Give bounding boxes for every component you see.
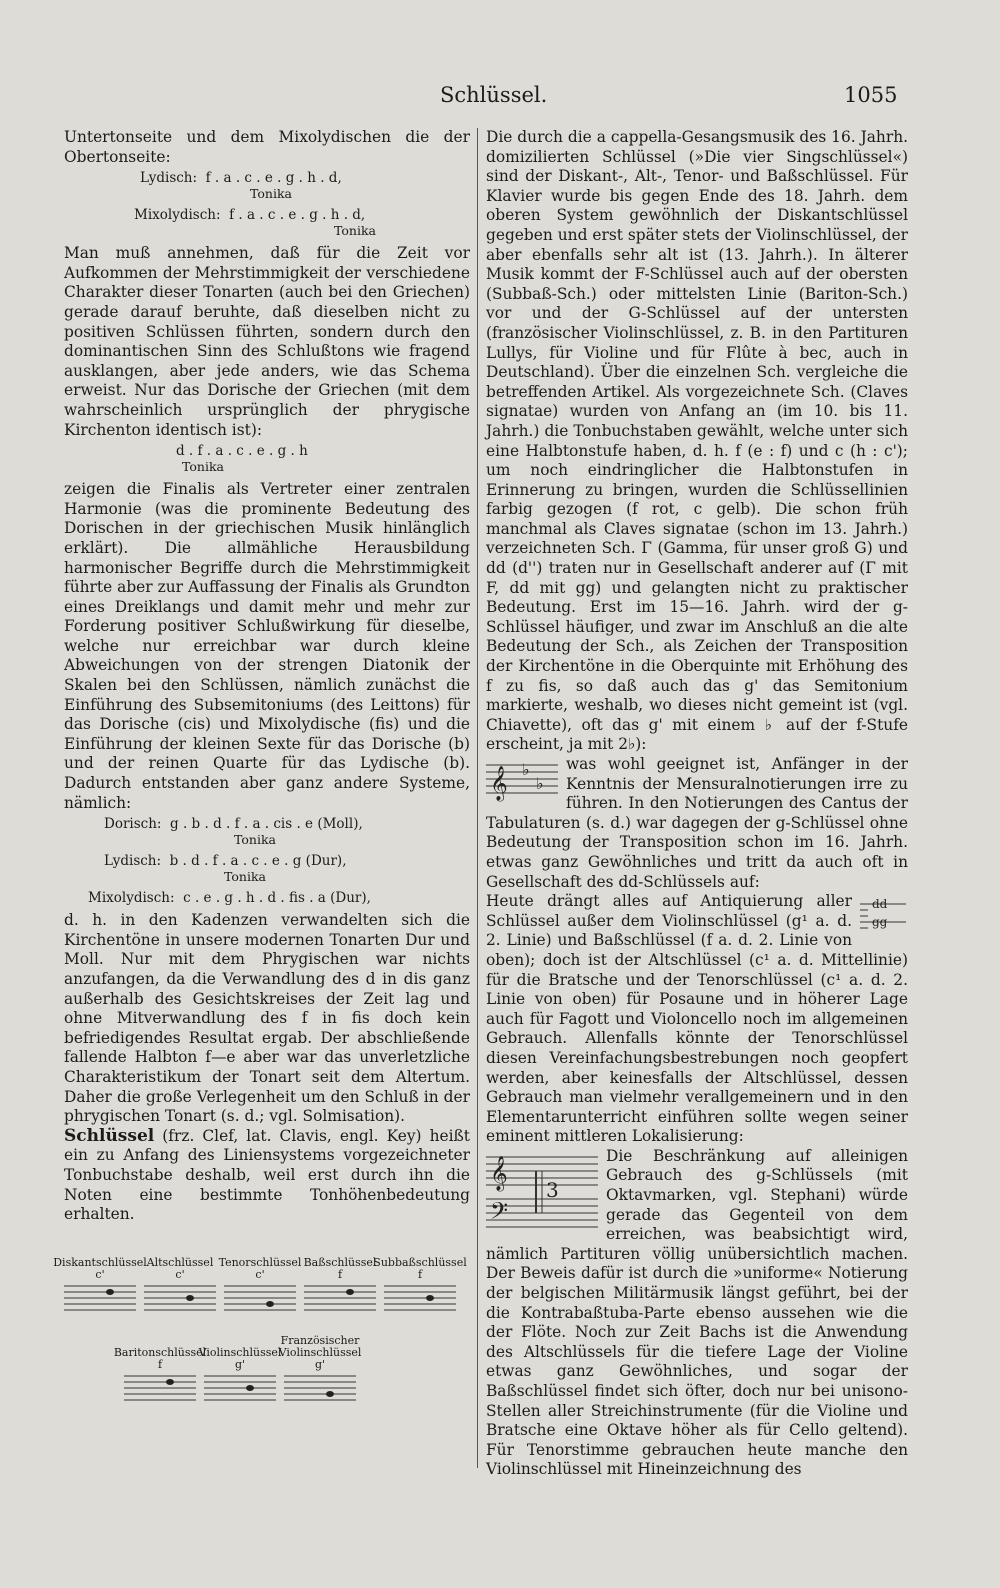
- clef-note: c': [95, 1267, 105, 1281]
- scheme-line: Lydisch: b . d . f . a . c . e . g (Dur),: [104, 853, 347, 870]
- lemma-schluessel: Schlüssel: [64, 1125, 155, 1146]
- note-head: [426, 1295, 434, 1301]
- clef-staff: [144, 1281, 216, 1315]
- note-head: [106, 1289, 114, 1295]
- clef-name: Baritonschlüssel: [113, 1345, 207, 1359]
- clef-note: c': [255, 1267, 265, 1281]
- clef-note: g': [314, 1357, 326, 1371]
- right-column: [486, 128, 908, 1480]
- staff-graphic: [486, 757, 558, 803]
- clef-name: Diskantschlüssel: [53, 1255, 147, 1269]
- svg-text:𝄞: 𝄞: [490, 1155, 508, 1191]
- clef-note: f: [157, 1357, 163, 1371]
- clef-row-1: [53, 1229, 470, 1315]
- tonika-label: Tonika: [250, 186, 292, 202]
- tonika-label: Tonika: [182, 459, 224, 475]
- paragraph: Die durch die a cappella-Gesangsmusik des 16. Jahrh. domizilierten Schlüssel (»Die vier Singschlüssel«) sind der Diskant-, Alt-, Tenor- und Baßschlüssel. Für Klavier wurde bis gegen Ende des 18. Jahrh. dem oberen System gewöhnlich der Diskantschlüssel gegeben und erst später stets der Violinschlüssel, der aber ebenfalls sehr alt ist (13. Jahrh.). In älterer Musik kommt der F-Schlüssel auch auf der obersten (Subbaß-Sch.) oder mittelsten Linie (Bariton-Sch.) vor und der G-Schlüssel auf der untersten (französischer Violinschlüssel, z. B. in den Partituren Lullys, für Violine und für Flûte à bec, auch in Deutschland). Über die einzelnen Sch. vergleiche die betreffenden Artikel. Als vorgezeichnete Sch. (Claves signatae) wurden von Anfang an (im 10. bis 11. Jahrh.) die Tonbuchstaben gewählt, welche unter sich eine Halbtonstufe haben, d. h. f (e : f) und c (h : c'); um noch eindringlicher die Halbtonstufen in Erinnerung zu bringen, wurden die Schlüssellinien farbig gezogen (f rot, c gelb). Die schon früh manchmal als Claves signatae (schon im 13. Jahrh.) verzeichneten Sch. Γ (Gamma, für unser groß G) und dd (d'') traten nur in Gesellschaft anderer auf (Γ mit F, dd mit gg) und gelangten nicht zu praktischer Bedeutung. Erst im 15—16. Jahrh. wird der g-Schlüssel häufiger, und zwar im Anschluß an die alte Bedeutung der Sch., als Zeichen der Transposition der Kirchentöne in die Oberquinte mit Erhöhung des f zu fis, so daß auch das g' das Semitonium markierte, weshalb, wo dieses nicht gemeint ist (vgl. Chiavette), oft das g' mit einem ♭ auf der f-Stufe erscheint, ja mit 2♭):: [486, 128, 908, 754]
- clef-example: [304, 1229, 376, 1315]
- note-head: [346, 1289, 354, 1295]
- clef-staff: [124, 1371, 196, 1405]
- clef-name: Altschlüssel: [146, 1255, 214, 1269]
- scheme-dorisch: [104, 816, 470, 848]
- left-column: [53, 128, 470, 1405]
- paragraph: Untertonseite und dem Mixolydischen die der Obertonseite:: [64, 128, 470, 166]
- clef-name: Baßschlüssel: [303, 1255, 377, 1269]
- two-flat-staff: [486, 757, 558, 809]
- paragraph: zeigen die Finalis als Vertreter einer zentralen Harmonie (was die prominente Bedeutung des Dorischen in der griechischen Musik hinlänglich erklärt). Die allmähliche Herausbildung harmonischer Begriffe durch die Mehrstimmigkeit führte aber zur Auffassung der Finalis als Grundton eines Dreiklangs und damit mehr und mehr zur Forderung positiver Schlußwirkung für dieselbe, welche nur erreichbar war durch kleine Abweichungen von der strengen Diatonik der Skalen bei den Schlüssen, nämlich zunächst die Einführung des Subsemitoniums (des Leittons) für das Dorische (cis) und Mixolydische (fis) und die Einführung der kleinen Sexte für das Dorische (b) und der reinen Quarte für das Lydische (b). Dadurch entstanden aber ganz andere Systeme, nämlich:: [64, 480, 470, 812]
- paragraph: Die Beschränkung auf alleinigen Gebrauch des g-Schlüssels (mit Oktavmarken, vgl. Stephani) würde gerade das Gegenteil von dem erreichen, was beabsichtigt wird, nämlich Partituren völlig unübersichtlich machen. Der Beweis dafür ist durch die »uniforme« Notierung der belgischen Militärmusik längst geführt, bei der die Kontrabaßtuba-Parte ebenso aussehen wie die der Flöte. Noch zur Zeit Bachs ist die Anwendung des Altschlüssels für die tiefere Lage der Violine etwas ganz Gewöhnliches, und sogar der Baßschlüssel findet sich öfter, doch nur bei unisono-Stellen aller Streichinstrumente (für die Violine und Bratsche eine Oktave höher als für Cello geltend). Für Tenorstimme gebrauchen heute manche den Violinschlüssel mit Hineinzeichnung des: [486, 1146, 908, 1479]
- dd-label: dd: [872, 897, 888, 912]
- tonika-label: Tonika: [224, 869, 266, 885]
- note-head: [266, 1301, 274, 1307]
- dd-gg-graphic: [858, 894, 908, 934]
- running-head-title: Schlüssel.: [440, 83, 548, 107]
- clef-staff: [384, 1281, 456, 1315]
- paragraph-schluessel: [64, 1127, 470, 1225]
- clef-note: f: [337, 1267, 343, 1281]
- scheme-lydisch: [140, 170, 470, 202]
- paragraph: Man muß annehmen, daß für die Zeit vor Aufkommen der Mehrstimmigkeit der verschiedene Charakter dieser Tonarten (auch bei den Griechen) gerade darauf beruhte, daß dieselben nicht zu positiven Schlüssen führten, sondern durch den dominantischen Sinn des Schlußtons wie fragend ausklangen, aber jede anders, wie das Schema erweist. Nur das Dorische der Griechen (mit dem wahrscheinlich ursprünglich der phrygische Kirchenton identisch ist):: [64, 244, 470, 439]
- svg-text:𝄞: 𝄞: [490, 766, 508, 801]
- clef-staff: [224, 1281, 296, 1315]
- page-number: 1055: [844, 83, 898, 107]
- scheme-line: Dorisch: g . b . d . f . a . cis . e (Moll),: [104, 816, 363, 833]
- clef-example: [373, 1229, 467, 1315]
- paragraph: was wohl geeignet ist, Anfänger in der Kenntnis der Mensuralnotierungen irre zu führen. In den Notierungen des Cantus der Tabulaturen (s. d.) war dagegen der g-Schlüssel ohne Bedeutung der Transposition schon im 16. Jahrh. etwas ganz Gewöhnliches und tritt da auch oft in Gesellschaft des dd-Schlüssels auf:: [486, 755, 908, 891]
- staff-graphic: [486, 1149, 598, 1235]
- tonika-label: Tonika: [234, 832, 276, 848]
- clef-note: c': [175, 1267, 185, 1281]
- clef-staff: [64, 1281, 136, 1315]
- treble-bass-alto-staff: [486, 1149, 598, 1241]
- clef-example: [53, 1229, 147, 1315]
- paragraph: Heute drängt alles auf Antiquierung aller Schlüssel außer dem Violinschlüssel (g¹ a. d. 2. Linie) und Baßschlüssel (f a. d. 2. Linie von oben); doch ist der Altschlüssel (c¹ a. d. Mittellinie) für die Bratsche und der Tenorschlüssel (c¹ a. d. 2. Linie von oben) für Posaune und in höherer Lage auch für Fagott und Violoncello noch im allgemeinen Gebrauch. Allenfalls könnte der Tenorschlüssel diesen Vereinfachungsbestrebungen noch geopfert werden, aber keinesfalls der Altschlüssel, dessen Gebrauch man vielmehr verallgemeinern und in den Elementarunterricht einführen sollte wegen seiner eminent mittleren Lokalisierung:: [486, 892, 908, 1146]
- column-divider: [477, 128, 478, 1468]
- svg-text:𝄢: 𝄢: [490, 1196, 509, 1230]
- scheme-line: d . f . a . c . e . g . h: [176, 443, 308, 460]
- clef-example: [278, 1319, 362, 1405]
- clef-name: Tenorschlüssel: [218, 1255, 302, 1269]
- clef-name: Violinschlüssel: [198, 1345, 282, 1359]
- note-head: [326, 1391, 334, 1397]
- paragraph: d. h. in den Kadenzen verwandelten sich die Kirchentöne in unsere modernen Tonarten Dur und Moll. Nur mit dem Phrygischen war nichts anzufangen, da die Verwandlung des d in dis ganz außerhalb des Gesichtskreises der Zeit lag und ohne Mitverwandlung des f in fis doch kein befriedigendes Resultat ergab. Der abschließende fallende Halbton f—e aber war das unverletzliche Charakteristikum der Tonart seit dem Altertum. Daher die große Verlegenheit um den Schluß in der phrygischen Tonart (s. d.; vgl. Solmisation).: [64, 911, 470, 1126]
- scheme-mixolydisch: [134, 207, 470, 239]
- clef-name: Subbaßschlüssel: [373, 1255, 467, 1269]
- scheme-line: Mixolydisch: c . e . g . h . d . fis . a (Dur),: [88, 890, 371, 907]
- dd-gg-staff: [858, 894, 908, 940]
- note-head: [166, 1379, 174, 1385]
- lemma-definition: (frz. Clef, lat. Clavis, engl. Key) heißt ein zu Anfang des Liniensystems vorgezeichneter Tonbuchstabe deshalb, weil erst durch ihn die Noten eine bestimmte Tonhöhenbedeutung erhalten.: [64, 1126, 470, 1224]
- svg-text:♭: ♭: [522, 760, 530, 779]
- clef-staff: [204, 1371, 276, 1405]
- gg-label: gg: [872, 915, 888, 930]
- scheme-line: Mixolydisch: f . a . c . e . g . h . d,: [134, 207, 366, 224]
- scheme-dorisch-greek: [176, 443, 470, 475]
- note-head: [246, 1385, 254, 1391]
- clef-staff: [284, 1371, 356, 1405]
- clef-example: [113, 1319, 207, 1405]
- tonika-label: Tonika: [334, 223, 376, 239]
- scheme-lydisch-2: [104, 853, 470, 885]
- clef-note: f: [417, 1267, 423, 1281]
- scheme-line: Lydisch: f . a . c . e . g . h . d,: [140, 170, 342, 187]
- clef-staff: [304, 1281, 376, 1315]
- svg-text:3: 3: [546, 1177, 559, 1202]
- clef-note: g': [234, 1357, 246, 1371]
- clef-row-2: [113, 1319, 470, 1405]
- scheme-mixolydisch-2: [88, 890, 470, 906]
- note-head: [186, 1295, 194, 1301]
- clef-name: Französischer Violinschlüssel: [278, 1333, 362, 1359]
- clef-example: [218, 1229, 302, 1315]
- svg-text:♭: ♭: [536, 774, 544, 793]
- clef-example: [198, 1319, 282, 1405]
- clef-example: [144, 1229, 216, 1315]
